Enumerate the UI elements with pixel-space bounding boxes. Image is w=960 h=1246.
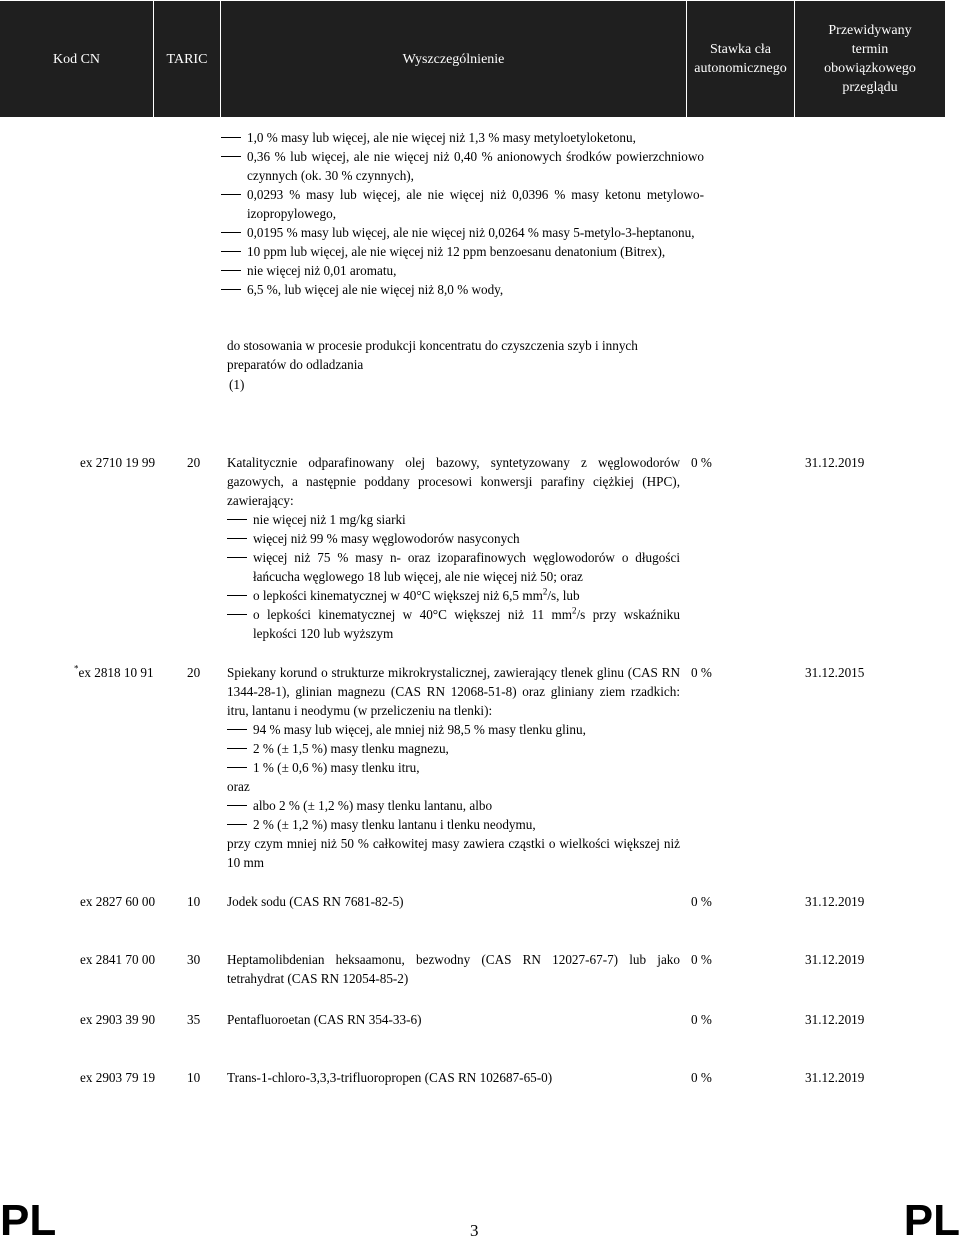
header-review-line: termin — [851, 42, 889, 57]
row-review: 31.12.2019 — [805, 455, 865, 470]
dash-item: nie więcej niż 1 mg/kg siarki — [253, 510, 680, 529]
continuation-block — [221, 128, 704, 299]
dash-item: 0,0195 % masy lub więcej, ale nie więcej niż 0,0264 % masy 5-metylo-3-heptanonu, — [247, 223, 704, 242]
dash-item: 10 ppm lub więcej, ale nie więcej niż 12 ppm benzoesanu denatonium (Bitrex), — [247, 242, 704, 261]
footer-language-left: PL — [0, 1196, 57, 1245]
dash-item: więcej niż 75 % masy n- oraz izoparafinowych węglowodorów o długości łańcucha węglowego 18 lub więcej, ale nie więcej niż 50; oraz — [253, 550, 680, 584]
row-star: * — [74, 663, 79, 674]
header-cn-label: Kod CN — [52, 51, 101, 67]
row-rate: 0 % — [691, 1070, 712, 1085]
row-taric: 10 — [187, 1070, 201, 1085]
row-desc: Heptamolibdenian heksaamonu, bezwodny (CAS RN 12027-67-7) lub jako tetrahydrat (CAS RN 12054-85-2) — [227, 952, 680, 986]
row-desc-oraz: oraz — [227, 779, 250, 794]
header-desc-label: Wyszczególnienie — [402, 51, 505, 67]
row-cn: ex 2710 19 99 — [80, 455, 156, 470]
row-taric: 20 — [187, 455, 201, 470]
dash-item: 2 % (± 1,2 %) masy tlenku lantanu i tlenku neodymu, — [253, 815, 680, 834]
row-taric: 30 — [187, 952, 201, 967]
row-desc-tail: przy czym mniej niż 50 % całkowitej masy zawiera cząstki o wielkości większej niż 10 mm — [227, 836, 680, 870]
header-rate-line: autonomicznego — [694, 61, 787, 76]
footer-language-right: PL — [903, 1196, 960, 1245]
dash-item: więcej niż 99 % masy węglowodorów nasyconych — [253, 529, 680, 548]
row-desc: Pentafluoroetan (CAS RN 354-33-6) — [227, 1012, 422, 1027]
dash-item: 1,0 % masy lub więcej, ale nie więcej niż 1,3 % masy metyloetyloketonu, — [247, 128, 704, 147]
header-desc — [221, 1, 686, 117]
row-cn: ex 2903 79 19 — [80, 1070, 156, 1085]
header-review-line: Przewidywany — [828, 23, 912, 38]
row-rate: 0 % — [691, 665, 712, 680]
row-desc: Trans-1-chloro-3,3,3-trifluoropropen (CAS RN 102687-65-0) — [227, 1070, 553, 1085]
dash-item: o lepkości kinematycznej w 40°C większej niż 11 $mm^2/s$ przy wskaźniku lepkości 120 lub wyższym — [253, 605, 680, 641]
header-taric-label: TARIC — [166, 51, 208, 67]
header-review — [795, 1, 945, 117]
row-review: 31.12.2019 — [805, 952, 865, 967]
continuation-tail — [227, 336, 682, 374]
header-cn — [0, 1, 153, 117]
row-desc — [227, 663, 680, 872]
header-rate — [687, 1, 794, 117]
dash-item: albo 2 % (± 1,2 %) masy tlenku lantanu, albo — [253, 796, 680, 815]
continuation-footnote: (1) — [229, 377, 245, 392]
dash-item: 0,36 % lub więcej, ale nie więcej niż 0,40 % anionowych środków powierzchniowo czynnych (ok. 30 % czynnych), — [247, 149, 704, 183]
dash-item: 1 % (± 0,6 %) masy tlenku itru, — [253, 758, 680, 777]
row-cn-text: ex 2818 10 91 — [78, 665, 154, 680]
row-cn: ex 2841 70 00 — [80, 952, 156, 967]
continuation-tail-text: do stosowania w procesie produkcji koncentratu do czyszczenia szyb i innych preparatów do odladzania — [227, 338, 638, 372]
row-review: 31.12.2015 — [805, 665, 865, 680]
row-rate: 0 % — [691, 952, 712, 967]
row-desc: Jodek sodu (CAS RN 7681-82-5) — [227, 894, 404, 909]
row-desc — [227, 453, 680, 643]
dash-item: 0,0293 % masy lub więcej, ale nie więcej niż 0,0396 % masy ketonu metylowo-izopropylowego, — [247, 187, 704, 221]
row-desc-intro: Spiekany korund o strukturze mikrokrystalicznej, zawierający tlenek glinu (CAS RN 1344-28-1), glinian magnezu (CAS RN 12068-51-8) oraz gliniany ziem rzadkich: itru, lantanu i neodymu (w przeliczeniu na tlenki): — [227, 665, 680, 718]
row-review: 31.12.2019 — [805, 1012, 865, 1027]
dash-item: 6,5 %, lub więcej ale nie więcej niż 8,0 % wody, — [247, 280, 704, 299]
row-rate: 0 % — [691, 894, 712, 909]
dash-item: 2 % (± 1,5 %) masy tlenku magnezu, — [253, 739, 680, 758]
dash-item: 94 % masy lub więcej, ale mniej niż 98,5 % masy tlenku glinu, — [253, 720, 680, 739]
header-review-line: przeglądu — [842, 80, 898, 95]
page-number: 3 — [470, 1221, 479, 1240]
row-rate: 0 % — [691, 1012, 712, 1027]
header-rate-line: Stawka cła — [709, 42, 772, 57]
row-cn: ex 2827 60 00 — [80, 894, 156, 909]
dash-item: o lepkości kinematycznej w 40°C większej niż 6,5 $mm^2/s$, lub — [253, 586, 680, 605]
row-review: 31.12.2019 — [805, 1070, 865, 1085]
header-taric — [154, 1, 220, 117]
row-taric: 20 — [187, 665, 201, 680]
header-review-line: obowiązkowego — [824, 61, 916, 76]
row-taric: 35 — [187, 1012, 201, 1027]
dash-item: nie więcej niż 0,01 aromatu, — [247, 261, 704, 280]
row-cn: ex 2903 39 90 — [80, 1012, 156, 1027]
row-review: 31.12.2019 — [805, 894, 865, 909]
row-cn — [74, 663, 154, 682]
row-desc-intro: Katalitycznie odparafinowany olej bazowy, syntetyzowany z węglowodorów gazowych, a następnie poddany procesowi konwersji parafiny ciężkiej (HPC), zawierający: — [227, 455, 680, 508]
row-rate: 0 % — [691, 455, 712, 470]
row-taric: 10 — [187, 894, 201, 909]
